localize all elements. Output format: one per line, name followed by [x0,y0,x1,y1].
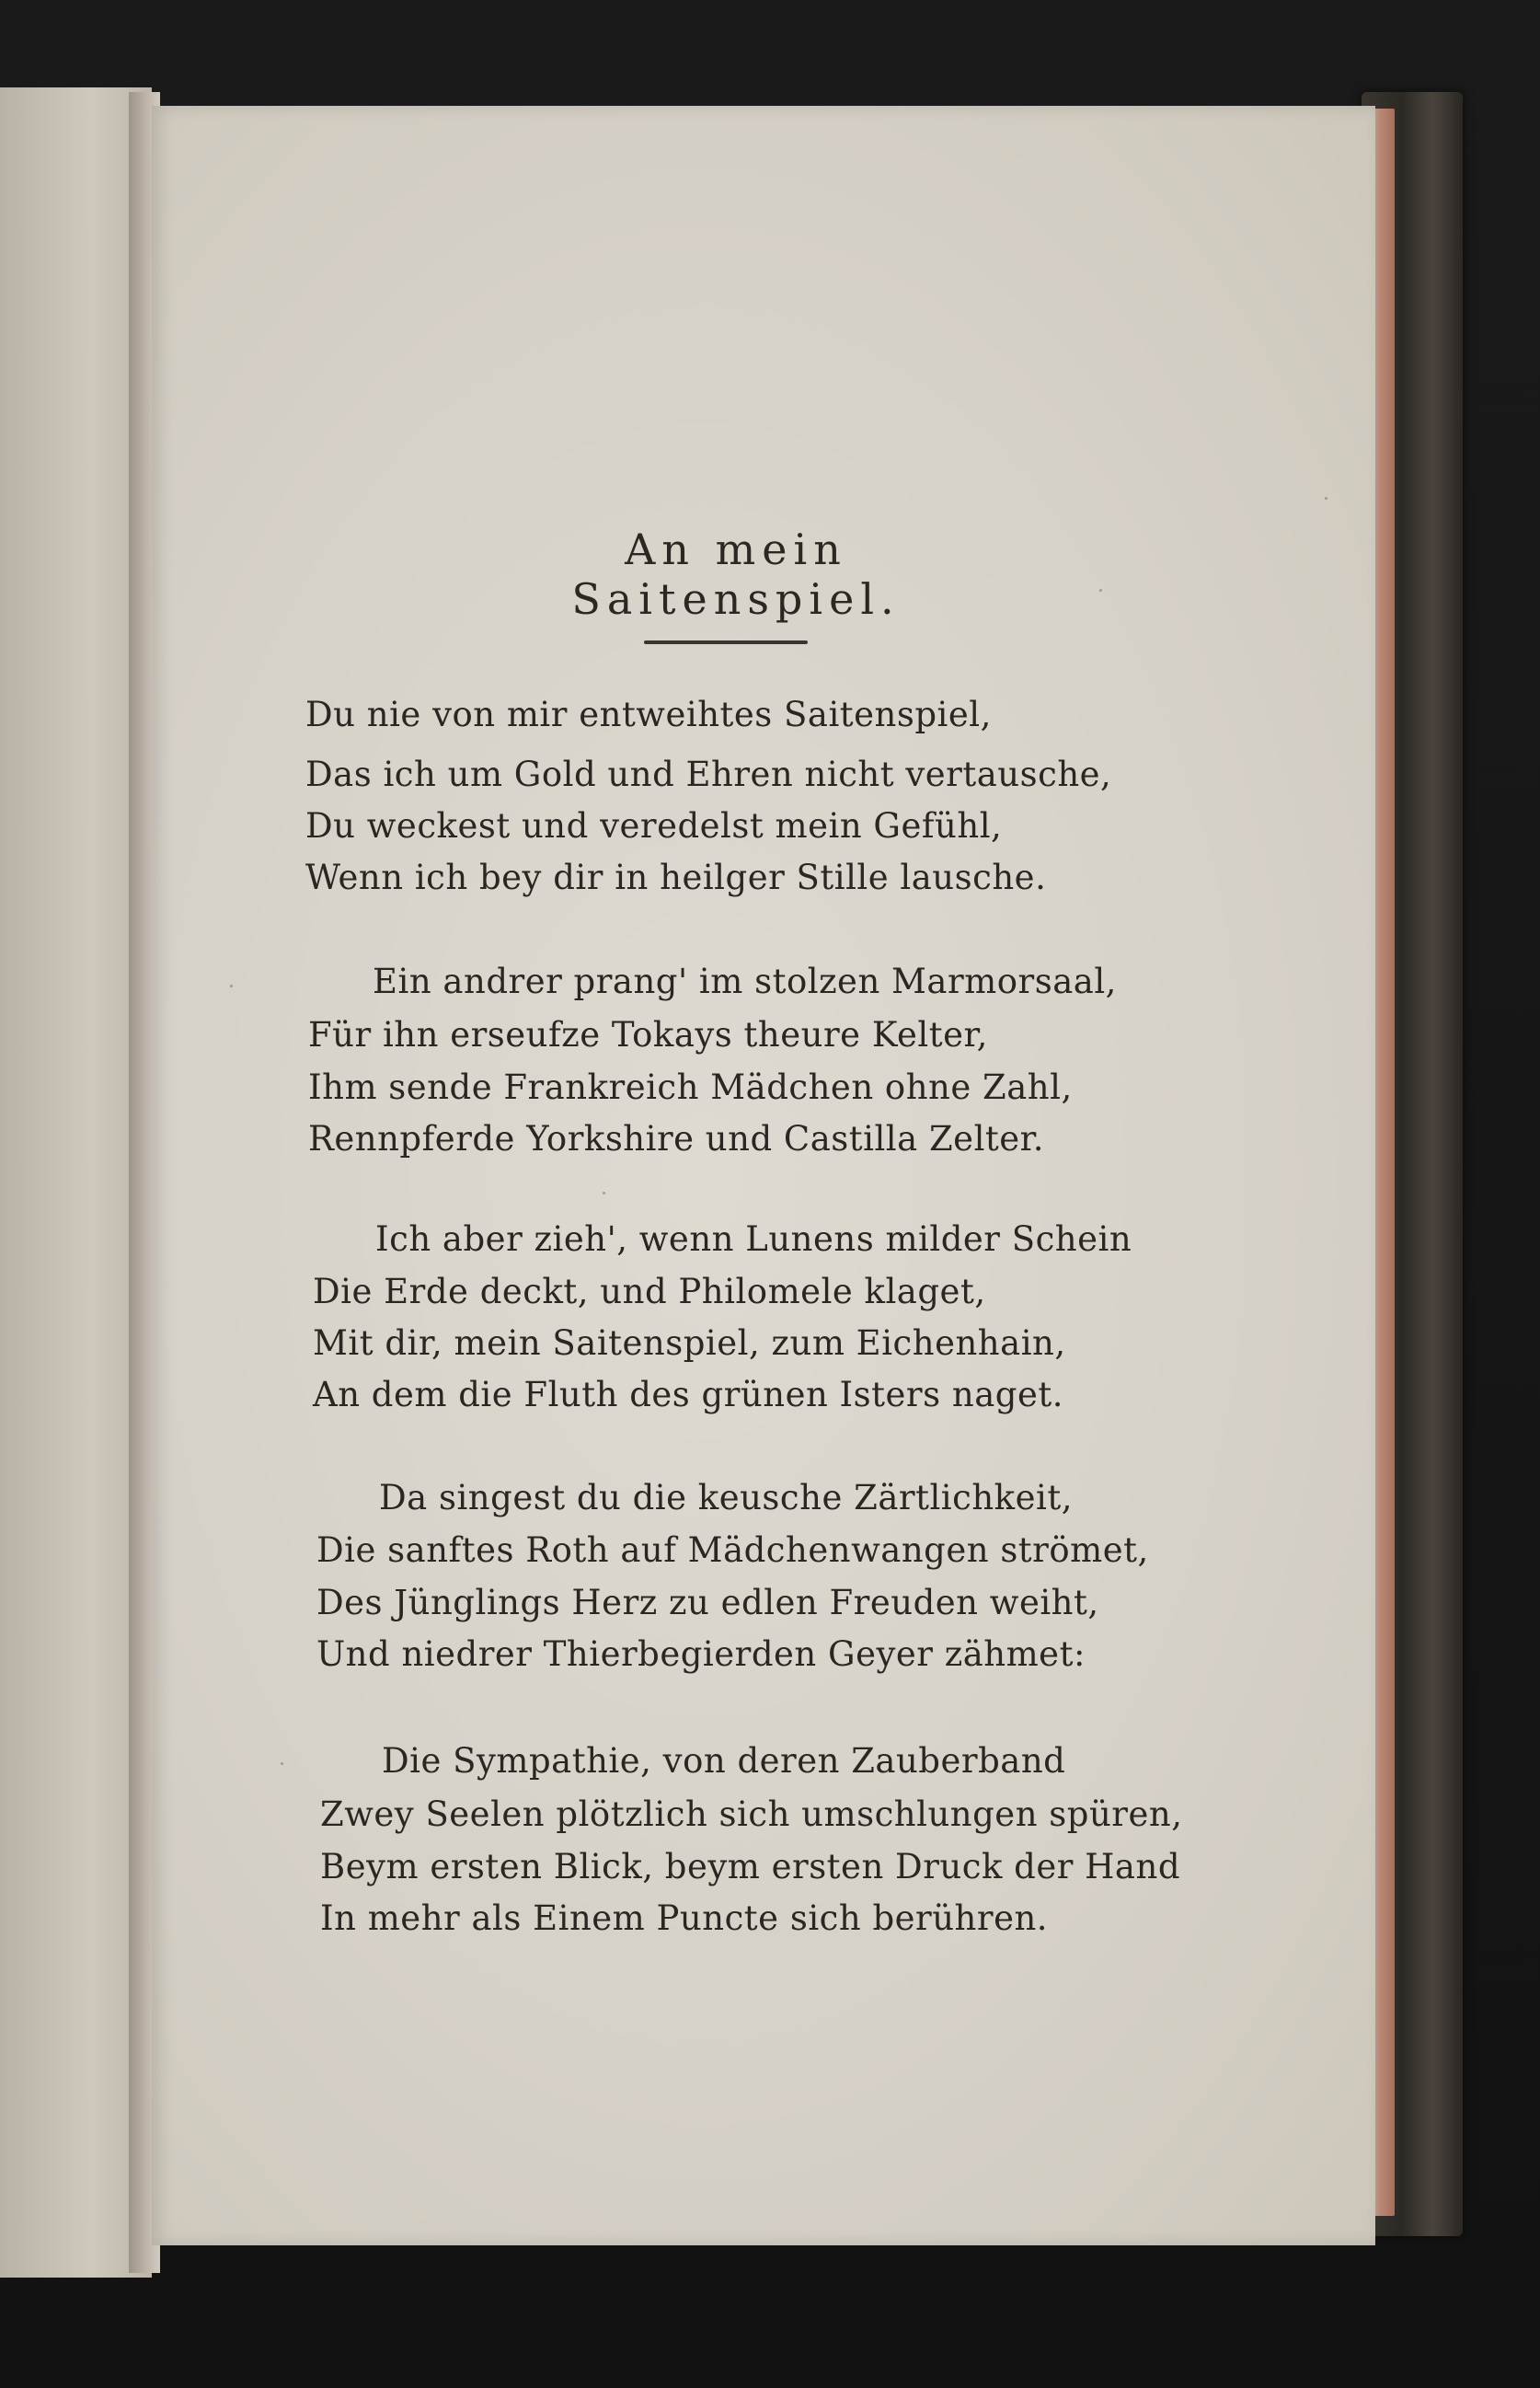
verse-line: Für ihn erseufze Tokays theure Kelter, [308,1015,988,1055]
verse-line: In mehr als Einem Puncte sich berühren. [320,1898,1049,1938]
verse-line: Die sanftes Roth auf Mädchenwangen strömet, [316,1530,1149,1570]
verse-line: Wenn ich bey dir in heilger Stille lausche. [305,858,1047,897]
verse-line: Die Sympathie, von deren Zauberband [382,1741,1066,1781]
paper-speck [1099,589,1102,592]
title-rule [644,640,808,644]
verse-line: Ihm sende Frankreich Mädchen ohne Zahl, [308,1067,1073,1107]
verse-line: Rennpferde Yorkshire und Castilla Zelter. [308,1119,1045,1159]
poem-title: An mein Saitenspiel. [571,525,901,624]
verse-line: Das ich um Gold und Ehren nicht vertausche, [305,755,1112,794]
verse-line: Da singest du die keusche Zärtlichkeit, [379,1478,1073,1517]
paper-speck [603,1192,605,1194]
paper-speck [1325,497,1327,500]
verse-line: Mit dir, mein Saitenspiel, zum Eichenhain, [313,1323,1066,1363]
paper-speck [281,1762,283,1765]
verse-line: Beym ersten Blick, beym ersten Druck der Hand [320,1847,1180,1886]
verse-line: Des Jünglings Herz zu edlen Freuden weiht, [316,1583,1099,1622]
verse-line: Und niedrer Thierbegierden Geyer zähmet: [316,1634,1086,1674]
paper-speck [230,985,233,987]
verse-line: Du weckest und veredelst mein Gefühl, [305,806,1003,846]
verse-line: Du nie von mir entweihtes Saitenspiel, [305,695,992,734]
verse-line: Ein andrer prang' im stolzen Marmorsaal, [373,962,1117,1001]
verse-line: Zwey Seelen plötzlich sich umschlungen spüren, [320,1794,1183,1834]
verse-line: An dem die Fluth des grünen Isters naget. [313,1375,1063,1414]
verse-line: Ich aber zieh', wenn Lunens milder Schein [375,1219,1132,1259]
verse-line: Die Erde deckt, und Philomele klaget, [313,1272,986,1311]
